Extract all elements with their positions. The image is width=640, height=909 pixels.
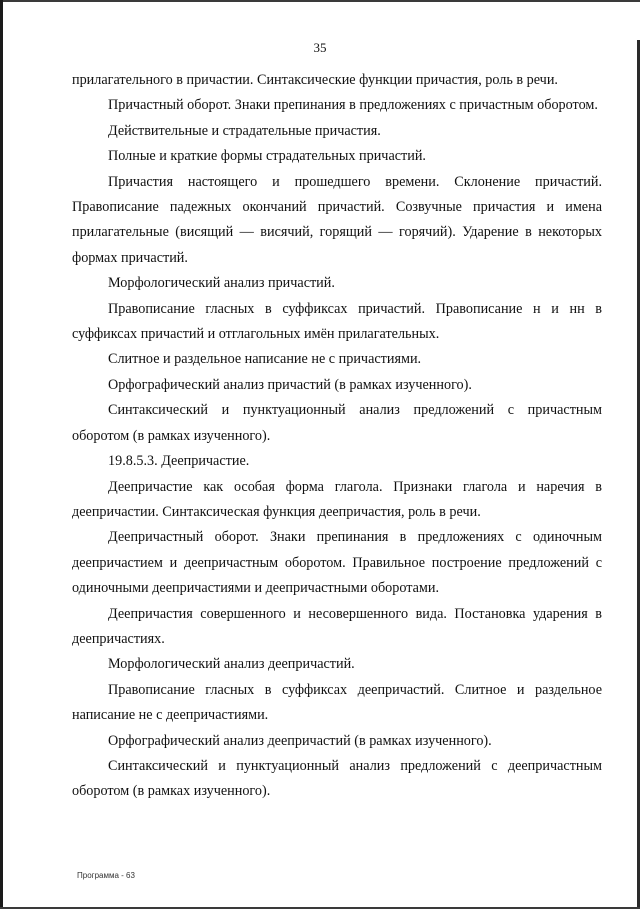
- paragraph: Действительные и страдательные причастия.: [108, 122, 381, 139]
- paragraph: Деепричастие как особая форма глагола. Признаки глагола и наречия в деепричастии. Синтаксическая функция деепричастия, роль в речи.: [72, 478, 602, 520]
- section-heading: 19.8.5.3. Деепричастие.: [108, 453, 250, 470]
- paragraph: Причастный оборот. Знаки препинания в предложениях с причастным оборотом.: [108, 97, 598, 114]
- scan-edge-top: [0, 0, 640, 2]
- paragraph: Орфографический анализ причастий (в рамках изученного).: [108, 376, 472, 393]
- paragraph: Правописание гласных в суффиксах деепричастий. Слитное и раздельное написание не с деепричастиями.: [72, 681, 602, 724]
- paragraph: Полные и краткие формы страдательных причастий.: [108, 148, 426, 165]
- paragraph: Морфологический анализ деепричастий.: [108, 656, 355, 673]
- paragraph: Деепричастия совершенного и несовершенного вида. Постановка ударения в деепричастиях.: [72, 605, 602, 647]
- document-body: [72, 68, 602, 805]
- paragraph: Морфологический анализ причастий.: [108, 275, 335, 292]
- page-number: 35: [313, 40, 327, 55]
- paragraph: Орфографический анализ деепричастий (в рамках изученного).: [108, 732, 492, 749]
- scan-edge-left: [0, 0, 3, 909]
- paragraph: Правописание гласных в суффиксах причастий. Правописание н и нн в суффиксах причастий и отглагольных имён прилагательных.: [72, 300, 602, 343]
- paragraph: Синтаксический и пунктуационный анализ предложений с причастным оборотом (в рамках изученного).: [72, 402, 602, 444]
- paragraph: прилагательного в причастии. Синтаксические функции причастия, роль в речи.: [72, 72, 558, 88]
- paragraph: Слитное и раздельное написание не с причастиями.: [108, 351, 422, 368]
- paragraph: Деепричастный оборот. Знаки препинания в предложениях с одиночным деепричастием и деепричастным оборотом. Правильное построение предложений с одиночными деепричастиями и деепричастными оборотами.: [72, 529, 602, 597]
- page-footer: Программа - 63: [77, 871, 135, 880]
- paragraph: Причастия настоящего и прошедшего времени. Склонение причастий. Правописание падежных окончаний причастий. Созвучные причастия и имена прилагательные (висящий — висячий, горящий — горячий). Ударение в некоторых формах причастий.: [72, 173, 602, 266]
- paragraph: Синтаксический и пунктуационный анализ предложений с деепричастным оборотом (в рамках изученного).: [72, 757, 602, 800]
